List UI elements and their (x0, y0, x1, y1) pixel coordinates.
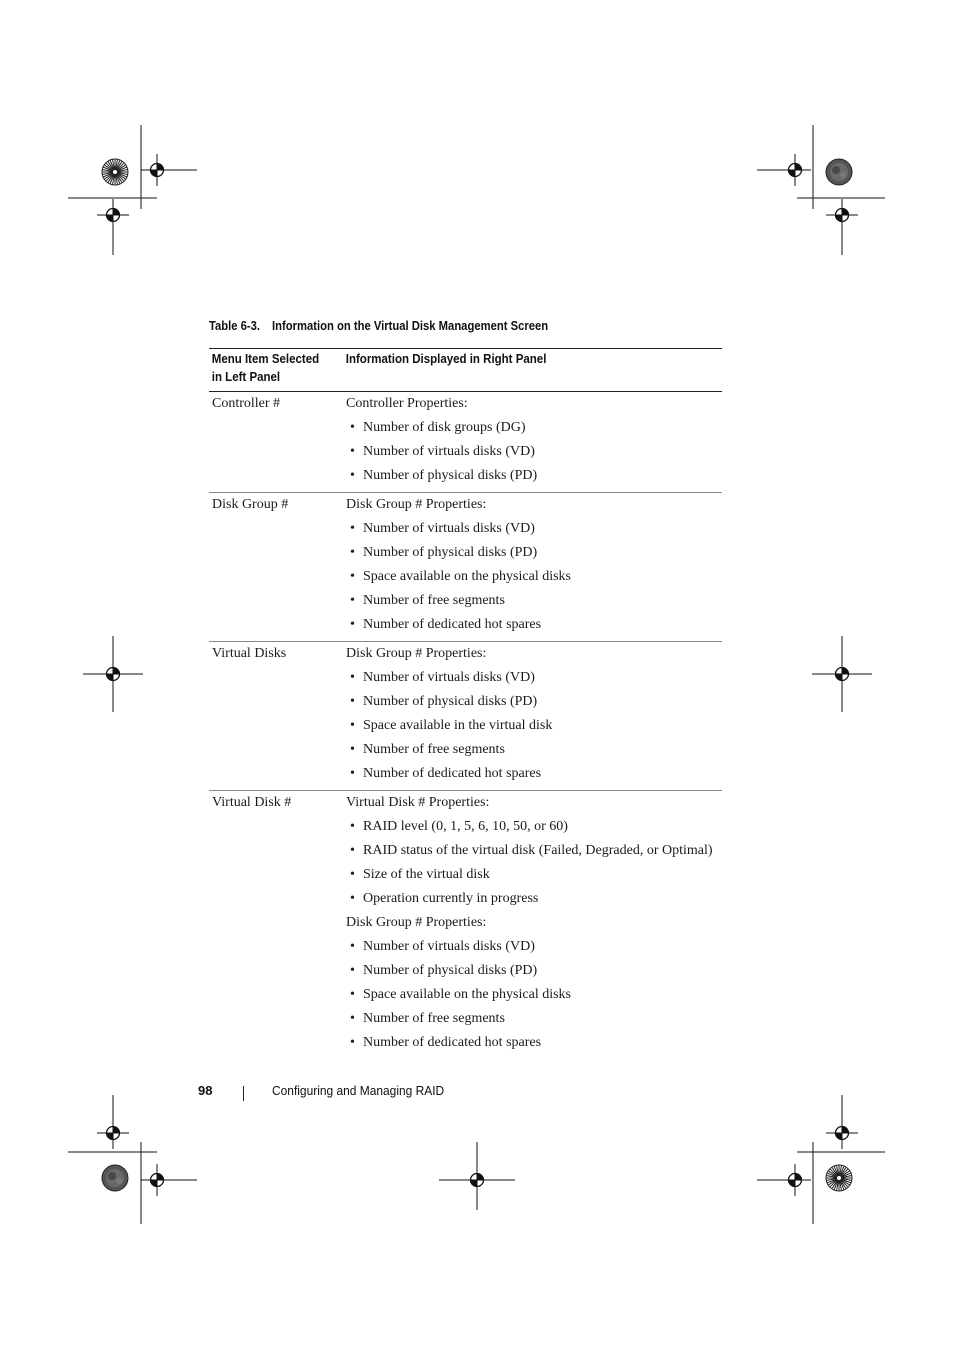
table-row (209, 493, 722, 642)
bullet-icon: • (350, 843, 355, 858)
properties-heading: Disk Group # Properties: (346, 646, 487, 661)
information-cell (343, 392, 722, 492)
list-item (346, 740, 722, 764)
list-item-text: Number of dedicated hot spares (363, 617, 542, 632)
table-row (209, 791, 722, 1059)
menu-item-cell: Disk Group # (212, 497, 289, 512)
list-item-text: Number of virtuals disks (VD) (363, 521, 535, 536)
table-caption-title: Information on the Virtual Disk Management Screen (272, 319, 549, 333)
properties-heading: Disk Group # Properties: (346, 915, 487, 930)
list-item-text: Number of free segments (363, 742, 505, 757)
list-item-text: Operation currently in progress (363, 891, 539, 906)
list-item (346, 591, 722, 615)
table-header-information: Information Displayed in Right Panel (345, 352, 547, 366)
bullet-icon: • (350, 819, 355, 834)
bullet-icon: • (350, 742, 355, 757)
list-item-text: Number of physical disks (PD) (363, 468, 538, 483)
bullet-icon: • (350, 670, 355, 685)
list-item-text: Space available on the physical disks (363, 987, 571, 1002)
properties-heading: Controller Properties: (346, 396, 468, 411)
list-item-text: Number of physical disks (PD) (363, 694, 538, 709)
bullet-icon: • (350, 521, 355, 536)
bullet-icon: • (350, 891, 355, 906)
list-item (346, 567, 722, 591)
list-item-text: Number of free segments (363, 593, 505, 608)
list-item (346, 841, 722, 865)
bullet-icon: • (350, 468, 355, 483)
list-item (346, 668, 722, 692)
information-cell (343, 791, 722, 1059)
list-item-text: Number of virtuals disks (VD) (363, 939, 535, 954)
list-item-text: Space available on the physical disks (363, 569, 571, 584)
list-item (346, 692, 722, 716)
bullet-icon: • (350, 867, 355, 882)
list-item-text: Size of the virtual disk (363, 867, 490, 882)
bullet-icon: • (350, 593, 355, 608)
menu-item-cell: Controller # (212, 396, 281, 411)
menu-item-cell: Virtual Disk # (212, 795, 292, 810)
table-header-menu-item: Menu Item Selected in Left Panel (211, 352, 320, 384)
list-item (346, 985, 722, 1009)
bullet-icon: • (350, 987, 355, 1002)
list-item (346, 764, 722, 788)
list-item (346, 1033, 722, 1057)
table-row (209, 642, 722, 791)
list-item (346, 817, 722, 841)
list-item-text: Number of physical disks (PD) (363, 963, 538, 978)
bullet-icon: • (350, 545, 355, 560)
bullet-icon: • (350, 963, 355, 978)
list-item-text: RAID level (0, 1, 5, 6, 10, 50, or 60) (363, 819, 568, 834)
bullet-icon: • (350, 766, 355, 781)
list-item (346, 937, 722, 961)
bullet-icon: • (350, 617, 355, 632)
list-item-text: Number of dedicated hot spares (363, 766, 542, 781)
list-item (346, 519, 722, 543)
list-item-text: Number of virtuals disks (VD) (363, 670, 535, 685)
list-item (346, 1009, 722, 1033)
list-item (346, 716, 722, 740)
footer-separator (243, 1086, 244, 1101)
list-item (346, 466, 722, 490)
list-item (346, 418, 722, 442)
bullet-icon: • (350, 1011, 355, 1026)
footer-section-title: Configuring and Managing RAID (272, 1083, 445, 1098)
properties-heading: Virtual Disk # Properties: (346, 795, 490, 810)
bullet-icon: • (350, 420, 355, 435)
table-row (209, 392, 722, 493)
menu-item-cell: Virtual Disks (212, 646, 287, 661)
list-item (346, 889, 722, 913)
table-header-row (209, 348, 722, 392)
bullet-icon: • (350, 718, 355, 733)
list-item-text: Number of virtuals disks (VD) (363, 444, 535, 459)
list-item (346, 961, 722, 985)
list-item (346, 615, 722, 639)
list-item-text: Space available in the virtual disk (363, 718, 553, 733)
list-item-text: Number of physical disks (PD) (363, 545, 538, 560)
information-cell (343, 493, 722, 641)
bullet-icon: • (350, 569, 355, 584)
page-number: 98 (198, 1083, 213, 1098)
table-body (209, 392, 722, 1059)
list-item (346, 543, 722, 567)
table-caption-number: Table 6-3. (209, 319, 261, 333)
properties-heading: Disk Group # Properties: (346, 497, 487, 512)
list-item-text: Number of dedicated hot spares (363, 1035, 542, 1050)
list-item-text: Number of disk groups (DG) (363, 420, 526, 435)
bullet-icon: • (350, 444, 355, 459)
information-cell (343, 642, 722, 790)
virtual-disk-info-table (209, 348, 722, 1059)
table-caption (209, 319, 548, 333)
bullet-icon: • (350, 1035, 355, 1050)
bullet-icon: • (350, 694, 355, 709)
list-item-text: Number of free segments (363, 1011, 505, 1026)
list-item-text: RAID status of the virtual disk (Failed, Degraded, or Optimal) (363, 843, 713, 858)
list-item (346, 442, 722, 466)
bullet-icon: • (350, 939, 355, 954)
page-footer (0, 1083, 954, 1103)
list-item (346, 865, 722, 889)
